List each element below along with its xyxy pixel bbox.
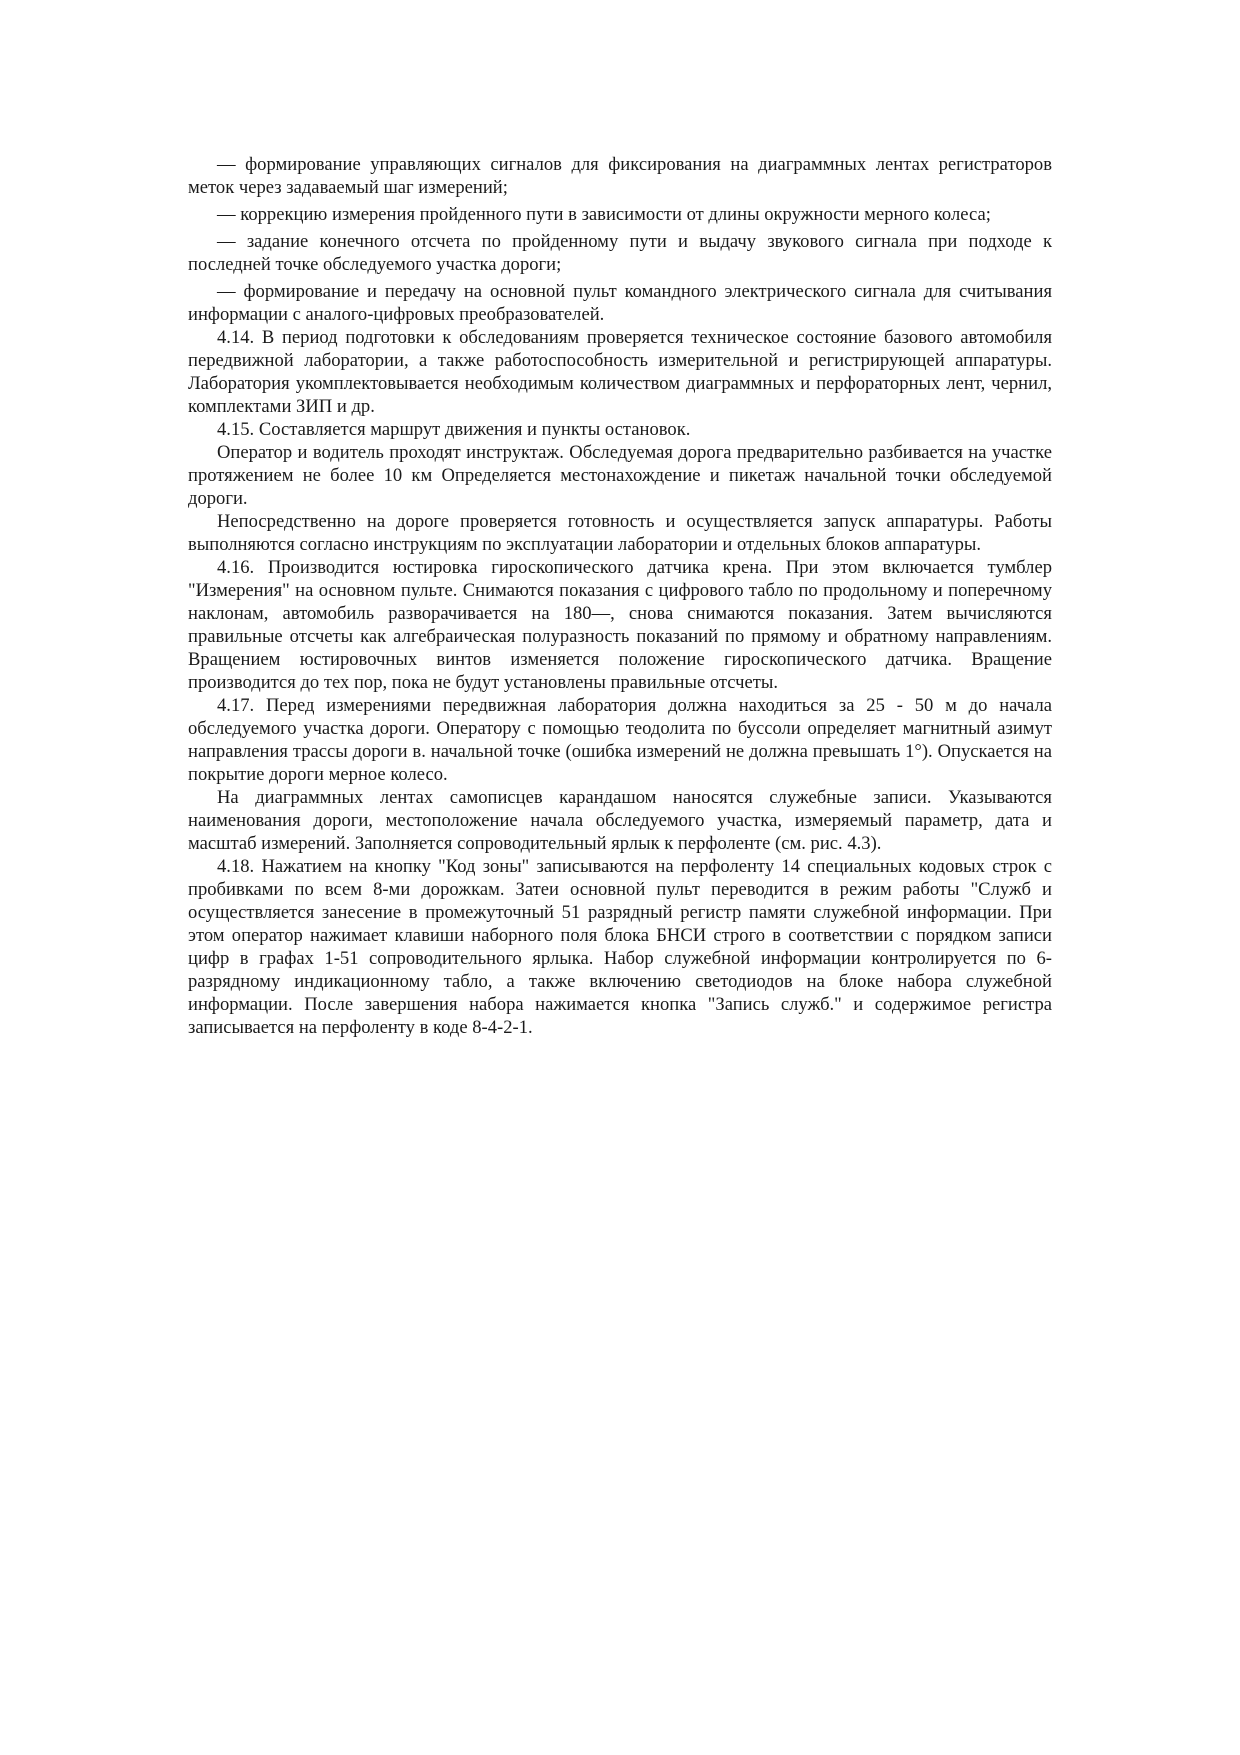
body-paragraph: Непосредственно на дороге проверяется готовность и осуществляется запуск аппаратуры. Работы выполняются согласно инструкциям по эксплуатации лаборатории и отдельных блоков аппаратуры. xyxy=(188,511,1052,555)
list-item: — формирование и передачу на основной пульт командного электрического сигнала для считывания информации с аналого-цифровых преобразователей. xyxy=(188,281,1052,325)
section-4-14-paragraph: 4.14. В период подготовки к обследованиям проверяется техническое состояние базового автомобиля передвижной лаборатории, а также работоспособность измерительной и регистрирующей аппаратуры. Лаборатория укомплектовывается необходимым количеством диаграммных и перфораторных лент, чернил, комплектами ЗИП и др. xyxy=(188,327,1052,417)
body-paragraph: На диаграммных лентах самописцев карандашом наносятся служебные записи. Указываются наименования дороги, местоположение начала обследуемого участка, измеряемый параметр, дата и масштаб измерений. Заполняется сопроводительный ярлык к перфоленте (см. рис. 4.3). xyxy=(188,787,1052,854)
section-4-15-paragraph: 4.15. Составляется маршрут движения и пункты остановок. xyxy=(217,419,691,440)
list-item: — задание конечного отсчета по пройденному пути и выдачу звукового сигнала при подходе к последней точке обследуемого участка дороги; xyxy=(188,231,1052,275)
list-item: — коррекцию измерения пройденного пути в зависимости от длины окружности мерного колеса; xyxy=(217,204,991,225)
list-item: — формирование управляющих сигналов для фиксирования на диаграммных лентах регистраторов меток через задаваемый шаг измерений; xyxy=(188,154,1052,198)
document-page xyxy=(188,153,1052,1039)
section-4-18-paragraph: 4.18. Нажатием на кнопку "Код зоны" записываются на перфоленту 14 специальных кодовых строк с пробивками по всем 8-ми дорожкам. Затеи основной пульт переводится в режим работы "Служб и осуществляется занесение в промежуточный 51 разрядный регистр памяти служебной информации. При этом оператор нажимает клавиши наборного поля блока БНСИ строго в соответствии с порядком записи цифр в графах 1-51 сопроводительного ярлыка. Набор служебной информации контролируется по 6-разрядному индикационному табло, а также включению светодиодов на блоке набора служебной информации. После завершения набора нажимается кнопка "Запись служб." и содержимое регистра записывается на перфоленту в коде 8-4-2-1. xyxy=(188,856,1052,1038)
body-paragraph: Оператор и водитель проходят инструктаж. Обследуемая дорога предварительно разбивается на участке протяжением не более 10 км Определяется местонахождение и пикетаж начальной точки обследуемой дороги. xyxy=(188,442,1052,509)
section-4-17-paragraph: 4.17. Перед измерениями передвижная лаборатория должна находиться за 25 - 50 м до начала обследуемого участка дороги. Оператору с помощью теодолита по буссоли определяет магнитный азимут направления трассы дороги в. начальной точке (ошибка измерений не должна превышать 1°). Опускается на покрытие дороги мерное колесо. xyxy=(188,695,1052,785)
section-4-16-paragraph: 4.16. Производится юстировка гироскопического датчика крена. При этом включается тумблер "Измерения" на основном пульте. Снимаются показания с цифрового табло по продольному и поперечному наклонам, автомобиль разворачивается на 180—, снова снимаются показания. Затем вычисляются правильные отсчеты как алгебраическая полуразность показаний по прямому и обратному направлениям. Вращением юстировочных винтов изменяется положение гироскопического датчика. Вращение производится до тех пор, пока не будут установлены правильные отсчеты. xyxy=(188,557,1052,693)
